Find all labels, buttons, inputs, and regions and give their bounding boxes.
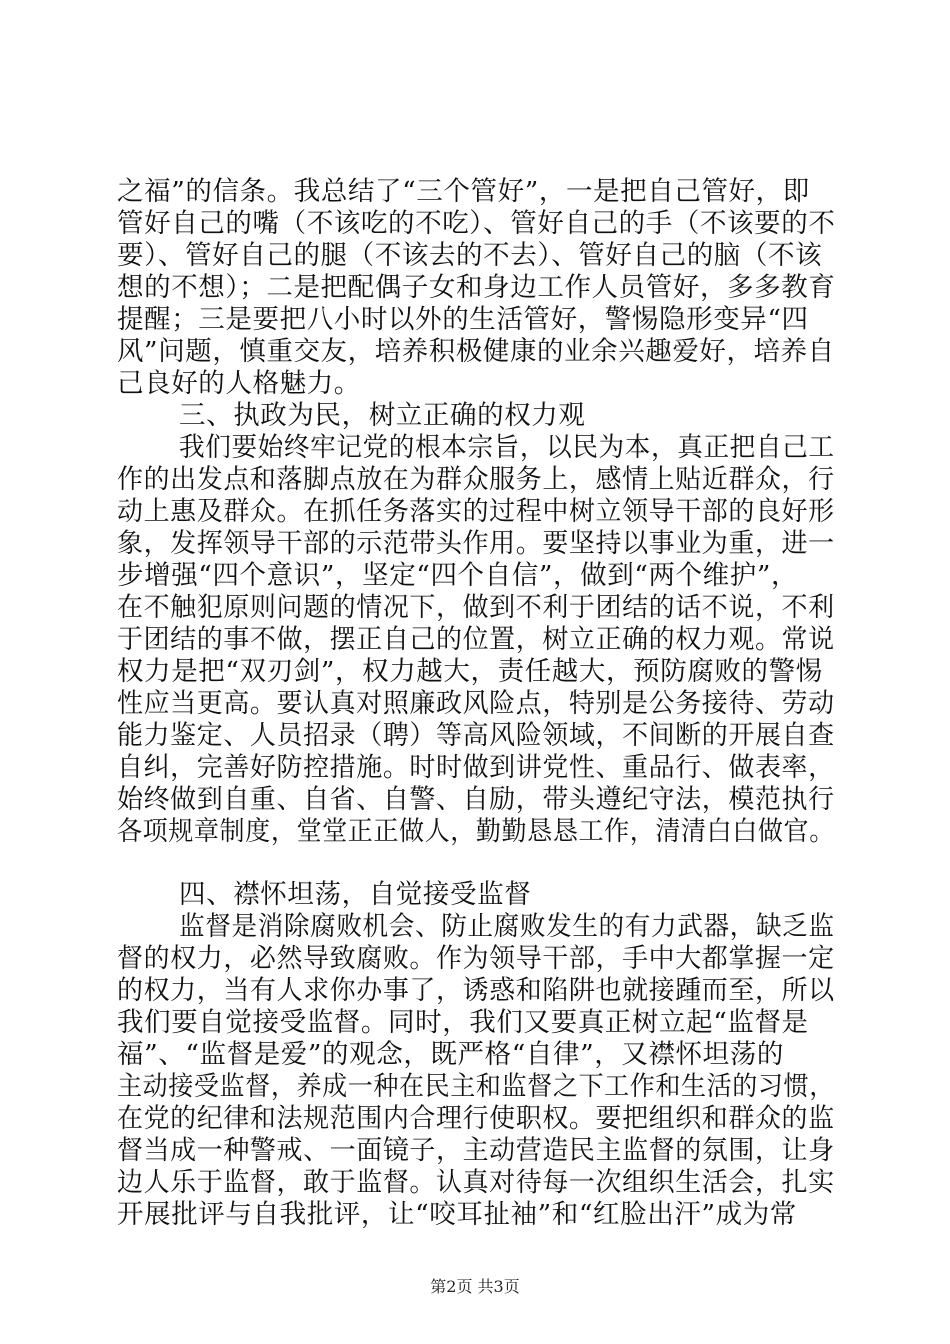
paragraph-1-line: 想的不想）；二是把配偶子女和身边工作人员管好，多多教育 xyxy=(117,272,836,303)
paragraph-2-line: 象，发挥领导干部的示范带头作用。要坚持以事业为重，进一 xyxy=(117,528,835,559)
paragraph-1-line: 之福”的信条。我总结了“三个管好”，一是把自己管好，即 xyxy=(117,176,810,207)
paragraph-3-line: 主动接受监督，养成一种在民主和监督之下工作和生活的习惯， xyxy=(117,1071,835,1102)
paragraph-2-line: 性应当更高。要认真对照廉政风险点，特别是公务接待、劳动 xyxy=(117,688,835,719)
paragraph-3-line: 监督是消除腐败机会、防止腐败发生的有力武器，缺乏监 xyxy=(179,911,835,942)
paragraph-3-line: 我们要自觉接受监督。同时，我们又要真正树立起“监督是 xyxy=(117,1007,809,1038)
paragraph-3-line: 的权力，当有人求你办事了，诱惑和陷阱也就接踵而至，所以 xyxy=(117,975,835,1006)
paragraph-3-line: 边人乐于监督，敢于监督。认真对待每一次组织生活会，扎实 xyxy=(117,1167,835,1198)
paragraph-2-line: 始终做到自重、自省、自警、自励，带头遵纪守法，模范执行 xyxy=(117,784,835,815)
paragraph-2-line: 在不触犯原则问题的情况下，做到不利于团结的话不说，不利 xyxy=(117,592,835,623)
section-heading-3: 三、执政为民，树立正确的权力观 xyxy=(179,400,586,431)
paragraph-2-line: 各项规章制度，堂堂正正做人，勤勤恳恳工作，清清白白做官。 xyxy=(117,816,835,847)
paragraph-1-line: 提醒；三是要把八小时以外的生活管好，警惕隐形变异“四 xyxy=(117,304,809,335)
paragraph-2-line: 我们要始终牢记党的根本宗旨，以民为本，真正把自己工 xyxy=(179,432,835,463)
paragraph-2-line: 动上惠及群众。在抓任务落实的过程中树立领导干部的良好形 xyxy=(117,496,835,527)
paragraph-2-line: 于团结的事不做，摆正自己的位置，树立正确的权力观。常说 xyxy=(117,624,835,655)
paragraph-2-line: 自纠，完善好防控措施。时时做到讲党性、重品行、做表率， xyxy=(117,752,835,783)
paragraph-3-line: 督当成一种警戒、一面镜子，主动营造民主监督的氛围，让身 xyxy=(117,1135,835,1166)
paragraph-1-line: 己良好的人格魅力。 xyxy=(117,368,361,399)
paragraph-1-line: 管好自己的嘴（不该吃的不吃）、管好自己的手（不该要的不 xyxy=(117,208,836,239)
paragraph-1-line: 要）、管好自己的腿（不该去的不去）、管好自己的脑（不该 xyxy=(117,240,823,271)
page-number-footer: 第2页 共3页 xyxy=(430,1277,520,1296)
paragraph-3-line: 开展批评与自我批评，让“咬耳扯袖”和“红脸出汗”成为常 xyxy=(117,1199,797,1230)
paragraph-3-line: 福”、“监督是爱”的观念，既严格“自律”，又襟怀坦荡的 xyxy=(117,1039,784,1070)
section-heading-4: 四、襟怀坦荡，自觉接受监督 xyxy=(179,879,532,910)
paragraph-3-line: 督的权力，必然导致腐败。作为领导干部，手中大都掌握一定 xyxy=(117,943,835,974)
paragraph-2-line: 权力是把“双刃剑”，权力越大，责任越大，预防腐败的警惕 xyxy=(117,656,823,687)
paragraph-3-line: 在党的纪律和法规范围内合理行使职权。要把组织和群众的监 xyxy=(117,1103,835,1134)
paragraph-1-line: 风”问题，慎重交友，培养积极健康的业余兴趣爱好，培养自 xyxy=(117,336,835,367)
paragraph-2-line: 能力鉴定、人员招录（聘）等高风险领域，不间断的开展自查 xyxy=(117,720,835,751)
paragraph-2-line: 步增强“四个意识”，坚定“四个自信”，做到“两个维护”， xyxy=(117,560,799,591)
paragraph-2-line: 作的出发点和落脚点放在为群众服务上，感情上贴近群众，行 xyxy=(117,464,835,495)
